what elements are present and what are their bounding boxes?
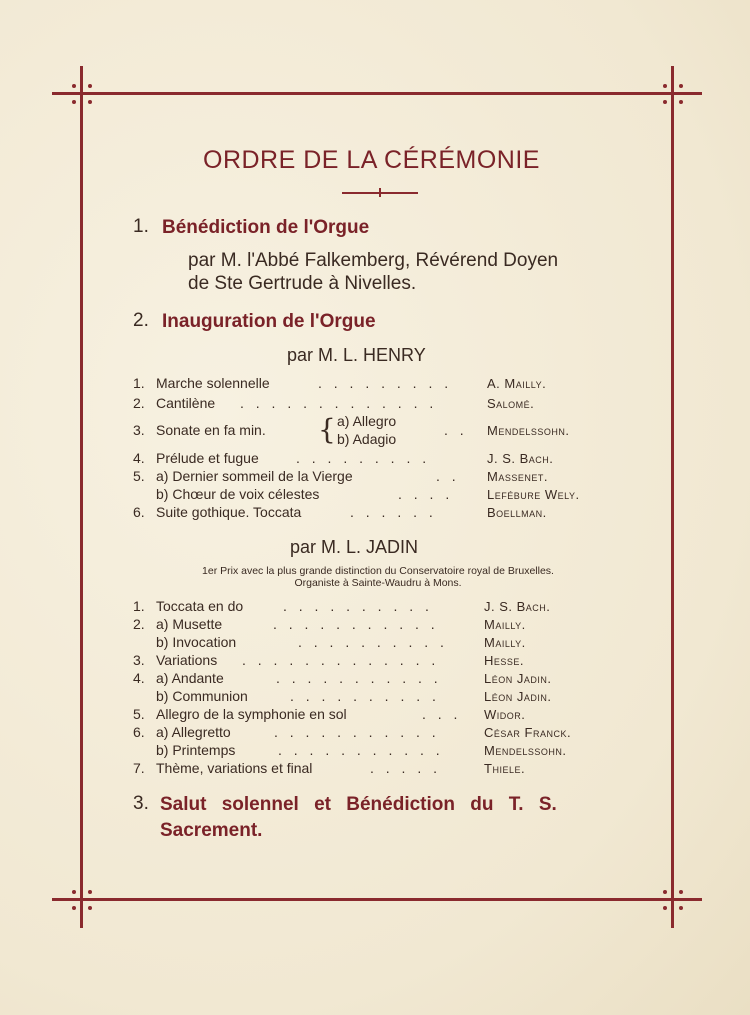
corner-dot [88, 84, 92, 88]
item-title: Prélude et fugue [156, 450, 259, 466]
leader-dots: . . . . . [370, 760, 442, 776]
title-ornament-tick [379, 188, 381, 197]
item-composer: Massenet. [487, 469, 548, 484]
corner-dot [679, 890, 683, 894]
leader-dots: . . [444, 422, 468, 438]
leader-dots: . . . . . . . . . . . [278, 742, 444, 758]
leader-dots: . . . . . . . . . . . . . [242, 652, 440, 668]
item-title: Suite gothique. Toccata [156, 504, 302, 520]
item-title: Marche solennelle [156, 375, 270, 391]
performer-note: Organiste à Sainte-Waudru à Mons. [294, 577, 462, 589]
item-composer: Mailly. [484, 617, 526, 632]
item-composer: J. S. Bach. [487, 451, 554, 466]
brace-glyph: { [318, 413, 336, 446]
item-title: Allegro de la symphonie en sol [156, 706, 347, 722]
item-title: a) Allegretto [156, 724, 231, 740]
corner-dot [88, 100, 92, 104]
leader-dots: . . . . . . . . . . [298, 634, 448, 650]
item-title: b) Invocation [156, 634, 237, 650]
section-heading: Inauguration de l'Orgue [162, 311, 376, 332]
leader-dots: . . . . . . . . . . . . . [240, 395, 438, 411]
item-title: a) Andante [156, 670, 224, 686]
section-number: 2. [133, 310, 149, 331]
page-title: ORDRE DE LA CÉRÉMONIE [203, 146, 540, 174]
frame-right-rule [671, 66, 674, 928]
performer-henry: par M. L. HENRY [287, 345, 426, 365]
leader-dots: . . . [422, 706, 462, 722]
item-number: 5. [133, 706, 145, 722]
item-title: Sonate en fa min. [156, 422, 266, 438]
corner-dot [88, 890, 92, 894]
leader-dots: . . . . [398, 486, 454, 502]
item-title: a) Musette [156, 616, 223, 632]
item-title: b) Chœur de voix célestes [156, 486, 320, 502]
item-composer: Mendelssohn. [484, 743, 567, 758]
section-heading: Bénédiction de l'Orgue [162, 217, 370, 238]
item-composer: J. S. Bach. [484, 599, 551, 614]
leader-dots: . . [436, 468, 460, 484]
item-title: a) Dernier sommeil de la Vierge [156, 468, 353, 484]
item-composer: Boellman. [487, 505, 547, 520]
item-number: 7. [133, 760, 145, 776]
corner-dot [72, 906, 76, 910]
corner-dot [663, 906, 667, 910]
item-composer: Thiele. [484, 761, 526, 776]
leader-dots: . . . . . . . . . . . [274, 724, 440, 740]
section-number: 1. [133, 216, 149, 237]
performer-note: 1er Prix avec la plus grande distinction du Conservatoire royal de Bruxelles. [202, 565, 554, 577]
leader-dots: . . . . . . . . . [318, 375, 453, 391]
item-number: 6. [133, 724, 145, 740]
section-heading: Salut solennel et Bénédiction du T. S. [160, 794, 557, 815]
item-sub-b: b) Adagio [337, 431, 397, 447]
item-composer: Widor. [484, 707, 526, 722]
item-title: Cantilène [156, 395, 216, 411]
item-title: Toccata en do [156, 598, 244, 614]
frame-left-rule [80, 66, 83, 928]
item-number: 2. [133, 395, 145, 411]
item-number: 4. [133, 670, 145, 686]
corner-dot [88, 906, 92, 910]
item-number: 1. [133, 375, 145, 391]
leader-dots: . . . . . . [350, 504, 437, 520]
corner-dot [679, 84, 683, 88]
performer-jadin: par M. L. JADIN [290, 537, 419, 557]
item-number: 1. [133, 598, 145, 614]
corner-dot [679, 100, 683, 104]
item-sub-a: a) Allegro [337, 413, 397, 429]
corner-dot [679, 906, 683, 910]
frame-top-rule [52, 92, 702, 95]
item-title: b) Communion [156, 688, 248, 704]
item-composer: Salomé. [487, 396, 535, 411]
section-number: 3. [133, 793, 149, 814]
officiant-line: de Ste Gertrude à Nivelles. [188, 273, 417, 294]
item-composer: Hesse. [484, 653, 525, 668]
leader-dots: . . . . . . . . . . [290, 688, 440, 704]
corner-dot [72, 890, 76, 894]
item-number: 5. [133, 468, 145, 484]
leader-dots: . . . . . . . . . [296, 450, 431, 466]
item-title: Thème, variations et final [156, 760, 313, 776]
corner-dot [663, 100, 667, 104]
item-composer: Mailly. [484, 635, 526, 650]
item-number: 2. [133, 616, 145, 632]
item-composer: Léon Jadin. [484, 689, 552, 704]
leader-dots: . . . . . . . . . . . [276, 670, 442, 686]
item-composer: César Franck. [484, 725, 572, 740]
section-heading-continued: Sacrement. [160, 820, 263, 841]
frame-bottom-rule [52, 898, 702, 901]
item-title: b) Printemps [156, 742, 236, 758]
corner-dot [663, 84, 667, 88]
corner-dot [72, 84, 76, 88]
corner-dot [72, 100, 76, 104]
item-number: 3. [133, 652, 145, 668]
corner-dot [663, 890, 667, 894]
leader-dots: . . . . . . . . . . [283, 598, 433, 614]
leader-dots: . . . . . . . . . . . [273, 616, 439, 632]
item-title: Variations [156, 652, 218, 668]
item-composer: Léon Jadin. [484, 671, 552, 686]
item-composer: Mendelssohn. [487, 423, 570, 438]
item-number: 6. [133, 504, 145, 520]
officiant-line: par M. l'Abbé Falkemberg, Révérend Doyen [188, 250, 559, 271]
item-composer: A. Mailly. [487, 376, 547, 391]
item-number: 4. [133, 450, 145, 466]
item-composer: Lefébure Wely. [487, 487, 580, 502]
item-number: 3. [133, 422, 145, 438]
